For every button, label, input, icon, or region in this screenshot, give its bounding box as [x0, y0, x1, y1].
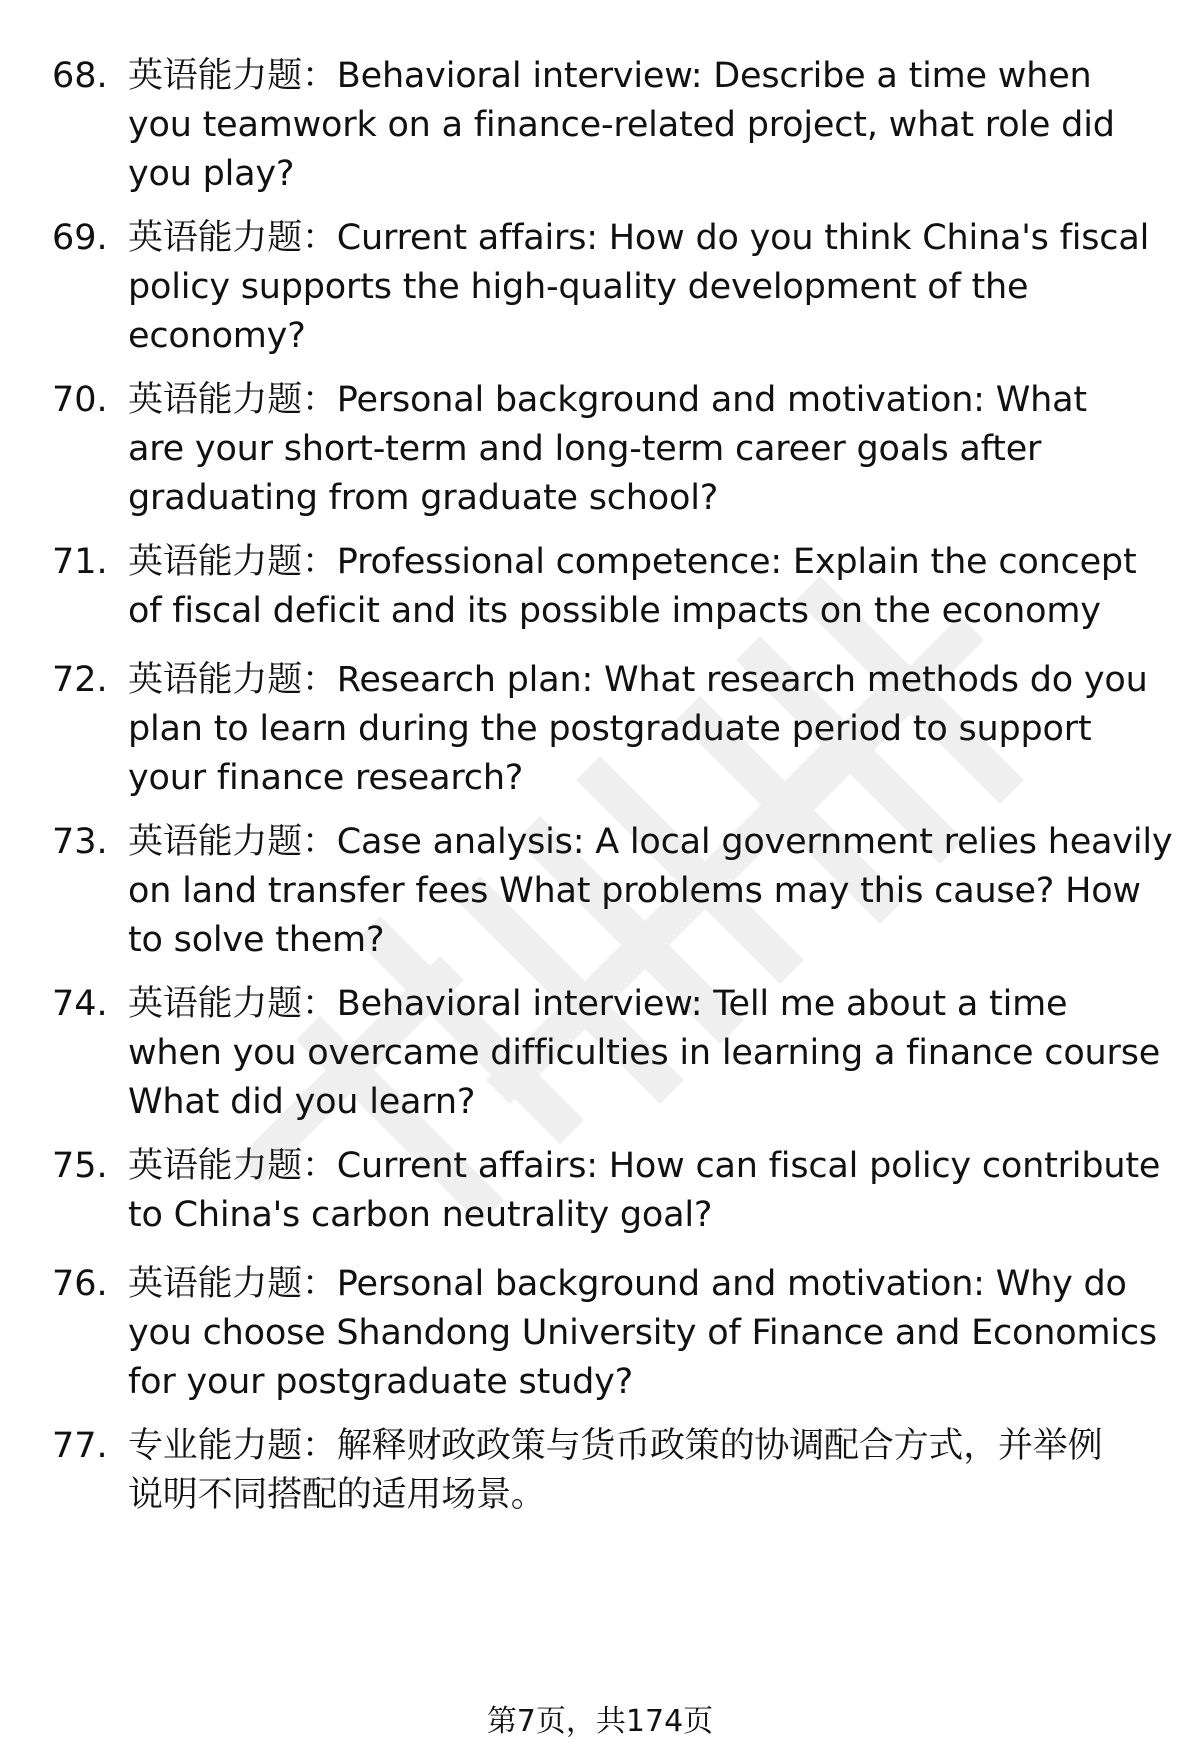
question-number: 77.	[52, 1426, 108, 1466]
question-number: 69.	[52, 218, 108, 258]
question-text	[128, 538, 1158, 636]
question-line: graduating from graduate school?	[128, 478, 719, 518]
question-line: What did you learn?	[128, 1082, 476, 1122]
question-number: 71.	[52, 542, 108, 582]
question-number: 70.	[52, 380, 108, 420]
question-line: you play?	[128, 154, 295, 194]
question-line: you choose Shandong University of Finance and Economics	[128, 1313, 1157, 1353]
question-line: 说明不同搭配的适用场景。	[128, 1475, 546, 1515]
question-text	[128, 52, 1158, 199]
question-line: economy?	[128, 316, 306, 356]
question-line: 英语能力题：Behavioral interview: Describe a time when	[128, 56, 1092, 96]
question-line: 英语能力题：Personal background and motivation: Why do	[128, 1264, 1127, 1304]
question-line: 英语能力题：Case analysis: A local government relies heavily	[128, 822, 1173, 862]
question-line: 专业能力题：解释财政政策与货币政策的协调配合方式，并举例	[128, 1426, 1103, 1466]
question-line: 英语能力题：Behavioral interview: Tell me about a time	[128, 984, 1068, 1024]
question-line: 英语能力题：Professional competence: Explain the concept	[128, 542, 1137, 582]
question-number: 68.	[52, 56, 108, 96]
question-line: to China's carbon neutrality goal?	[128, 1195, 713, 1235]
question-text	[128, 818, 1173, 965]
question-line: plan to learn during the postgraduate period to support	[128, 709, 1092, 749]
question-text	[128, 376, 1158, 523]
question-line: when you overcame difficulties in learning a finance course	[128, 1033, 1161, 1073]
question-text	[128, 1422, 1158, 1520]
question-text	[128, 656, 1158, 803]
question-line: of fiscal deficit and its possible impacts on the economy	[128, 591, 1101, 631]
question-line: 英语能力题：Current affairs: How do you think China's fiscal	[128, 218, 1150, 258]
question-number: 76.	[52, 1264, 108, 1304]
question-line: for your postgraduate study?	[128, 1362, 633, 1402]
question-number: 74.	[52, 984, 108, 1024]
question-line: are your short-term and long-term career goals after	[128, 429, 1042, 469]
question-line: policy supports the high-quality development of the	[128, 267, 1029, 307]
question-line: you teamwork on a finance-related project, what role did	[128, 105, 1115, 145]
question-line: 英语能力题：Research plan: What research methods do you	[128, 660, 1148, 700]
question-text	[128, 214, 1158, 361]
question-text	[128, 1260, 1158, 1407]
question-line: 英语能力题：Current affairs: How can fiscal policy contribute	[128, 1146, 1161, 1186]
question-number: 73.	[52, 822, 108, 862]
question-line: your finance research?	[128, 758, 524, 798]
question-text	[128, 1142, 1161, 1240]
question-text	[128, 980, 1161, 1127]
question-line: to solve them?	[128, 920, 385, 960]
question-number: 75.	[52, 1146, 108, 1186]
question-line: on land transfer fees What problems may this cause? How	[128, 871, 1141, 911]
question-number: 72.	[52, 660, 108, 700]
page-number-footer: 第7页，共174页	[486, 1704, 714, 1739]
question-line: 英语能力题：Personal background and motivation: What	[128, 380, 1087, 420]
